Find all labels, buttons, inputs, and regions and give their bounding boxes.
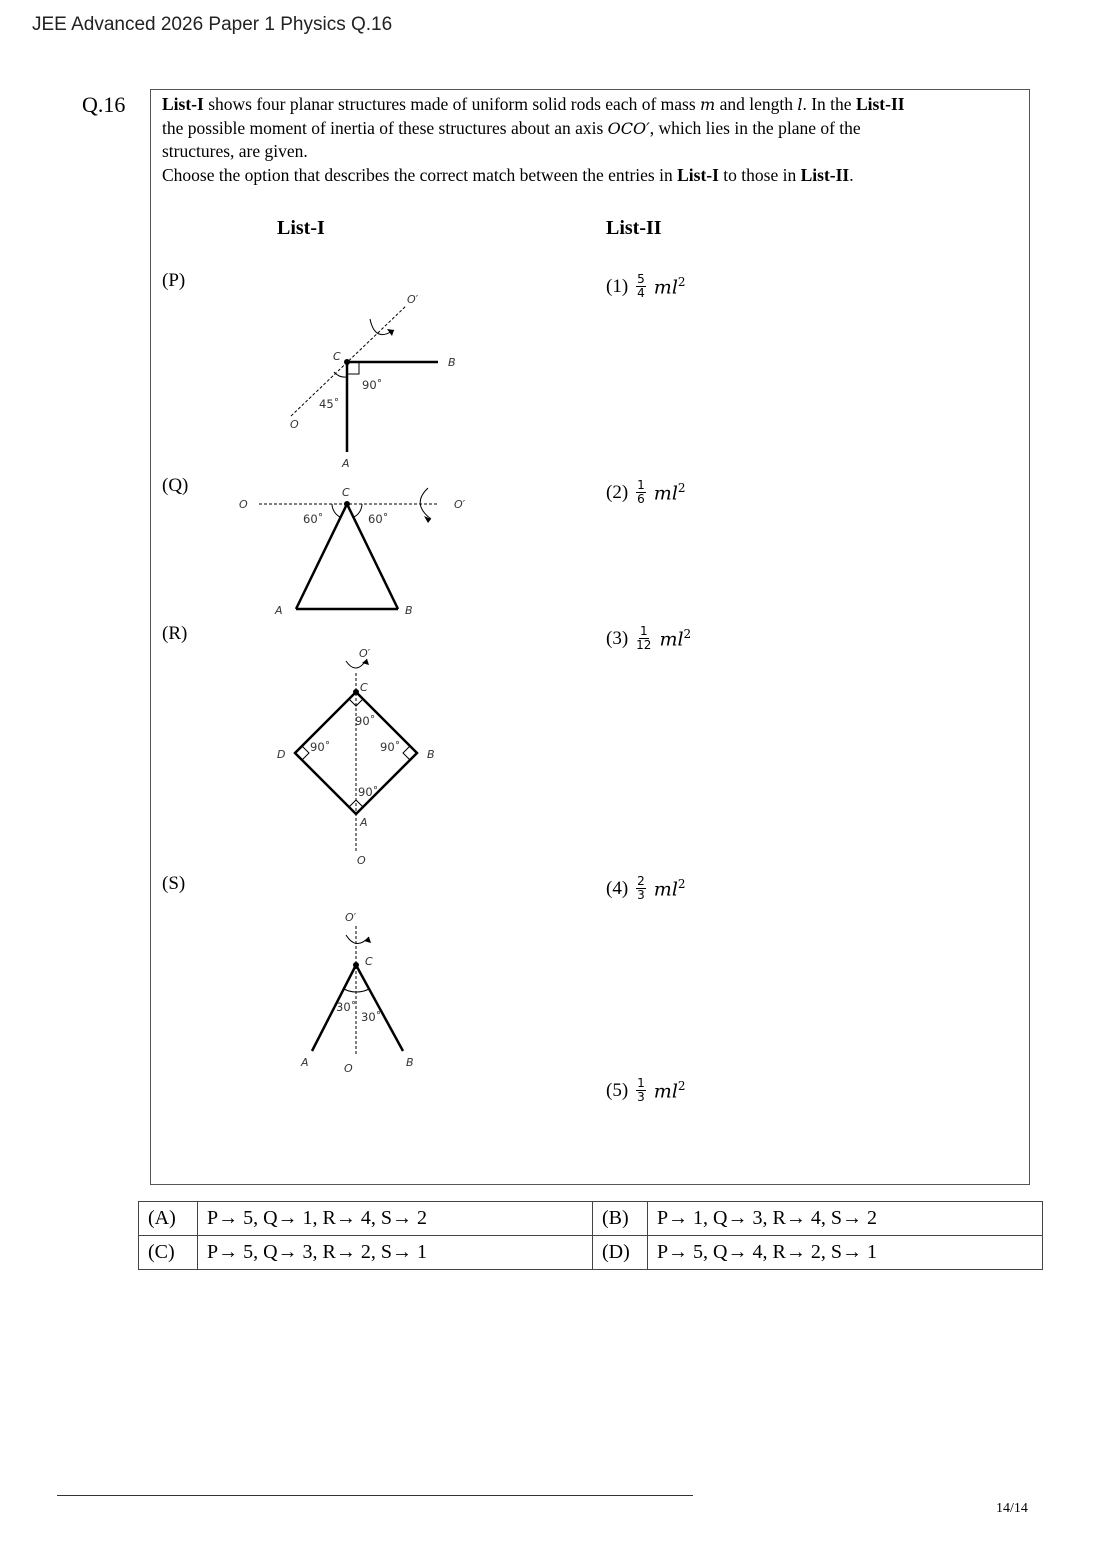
ml-base: ml [659,628,684,651]
label-b: B [405,604,413,617]
fraction-denominator: 4 [637,286,645,300]
stem-math-l: l [797,95,803,114]
stem-math-m: m [700,95,716,114]
label-angle-top: 90˚ [355,714,376,728]
figure-s [151,90,1029,1184]
stem-math-axis: OCO′ [607,118,650,138]
ml-base: ml [653,276,678,299]
label-a: A [342,457,350,470]
answer-a-text[interactable]: P→ 5, Q→ 1, R→ 4, S→ 2 [197,1202,592,1236]
label-o: O [239,498,248,511]
label-angle-left: 90˚ [310,740,331,754]
label-a: A [275,604,283,617]
label-c: C [360,681,368,694]
fraction-denominator: 3 [637,1090,645,1104]
label-angle-60-left: 60˚ [303,512,324,526]
rotation-arrow-icon [346,935,369,944]
ml-exponent: 2 [677,1078,686,1093]
stem-bold-text: List-II [855,94,905,114]
label-b: B [448,356,456,369]
list-2-item-label: (2) [606,481,629,503]
stem-text: shows four planar structures made of uniform solid rods each of mass [203,94,701,114]
question-number: Q.16 [82,92,126,117]
label-angle-30-left: 30˚ [336,1000,357,1014]
label-b: B [406,1056,414,1069]
label-oprime: O′ [345,911,357,924]
answer-c-text[interactable]: P→ 5, Q→ 3, R→ 2, S→ 1 [197,1236,592,1270]
ml-exponent: 2 [677,274,686,289]
stem-text: the possible moment of inertia of these structures about an axis [162,117,608,138]
label-a: A [301,1056,309,1069]
fraction-denominator: 6 [637,492,645,506]
label-a: A [360,816,368,829]
question-box [150,89,1030,1185]
ml-base: ml [653,878,678,901]
list-1-item-p-label: (P) [162,270,186,291]
stem-line-3: structures, are given. [162,141,308,161]
answer-d-label[interactable]: (D) [592,1236,647,1270]
stem-text: , which lies in the plane of the [649,117,861,138]
label-oprime: O′ [407,293,419,306]
fraction-numerator: 1 [637,478,645,492]
fraction-denominator: 3 [637,888,645,902]
stem-bold-text: List-I [677,164,719,185]
point-c [353,962,359,968]
list-1-item-r-label: (R) [162,623,188,644]
label-oprime: O′ [359,647,371,660]
angle-arc [344,989,356,992]
label-o: O [357,854,366,867]
label-angle-bottom: 90˚ [358,785,379,799]
answer-b-text[interactable]: P→ 1, Q→ 3, R→ 4, S→ 2 [647,1202,1042,1236]
page-number: 14/14 [996,1501,1028,1516]
fraction-numerator: 1 [637,1076,645,1090]
ml-base: ml [653,1080,678,1103]
fraction-numerator: 1 [639,624,648,638]
list-2-heading: List-II [606,217,662,239]
stem-text: to those in [718,164,801,185]
stem-bold-text: List-I [162,94,204,114]
list-2-item-label: (3) [606,627,629,649]
stem-bold-text: List-II [800,164,850,185]
label-angle-right: 90˚ [380,740,401,754]
label-o: O [344,1062,353,1075]
list-1-heading: List-I [277,217,325,239]
label-c: C [342,486,350,499]
stem-text: . In the [802,94,856,114]
label-c: C [365,955,373,968]
page-header-title: JEE Advanced 2026 Paper 1 Physics Q.16 [32,14,393,35]
fraction-denominator: 12 [636,638,652,652]
list-2-item-label: (5) [606,1079,629,1101]
stem-text: and length [715,94,798,114]
label-angle-30-right: 30˚ [361,1010,382,1024]
label-angle-45: 45˚ [319,397,340,411]
fraction-numerator: 2 [637,874,645,888]
stem-text: Choose the option that describes the correct match between the entries in [162,164,678,185]
answer-d-text[interactable]: P→ 5, Q→ 4, R→ 2, S→ 1 [647,1236,1042,1270]
ml-exponent: 2 [683,626,692,641]
list-2-item-label: (1) [606,275,629,297]
label-angle-60-right: 60˚ [368,512,389,526]
answer-row [139,1236,1043,1270]
ml-exponent: 2 [677,480,686,495]
footer-divider [57,1495,693,1496]
label-o: O [290,418,299,431]
list-2-item-label: (4) [606,877,629,899]
ml-exponent: 2 [677,876,686,891]
label-b: B [427,748,435,761]
answer-a-label[interactable]: (A) [139,1202,198,1236]
list-1-item-s-label: (S) [162,873,186,894]
label-angle-90: 90˚ [362,378,383,392]
label-oprime: O′ [454,498,466,511]
angle-arc [356,989,369,992]
label-c: C [333,350,341,363]
fraction-numerator: 5 [637,272,645,286]
list-1-item-q-label: (Q) [162,475,189,496]
stem-text: . [849,164,854,185]
answer-c-label[interactable]: (C) [139,1236,198,1270]
answer-options-table [138,1201,1043,1270]
ml-base: ml [653,482,678,505]
answer-b-label[interactable]: (B) [592,1202,647,1236]
label-d: D [277,748,286,761]
answer-row [139,1202,1043,1236]
rod-cb [356,965,403,1051]
